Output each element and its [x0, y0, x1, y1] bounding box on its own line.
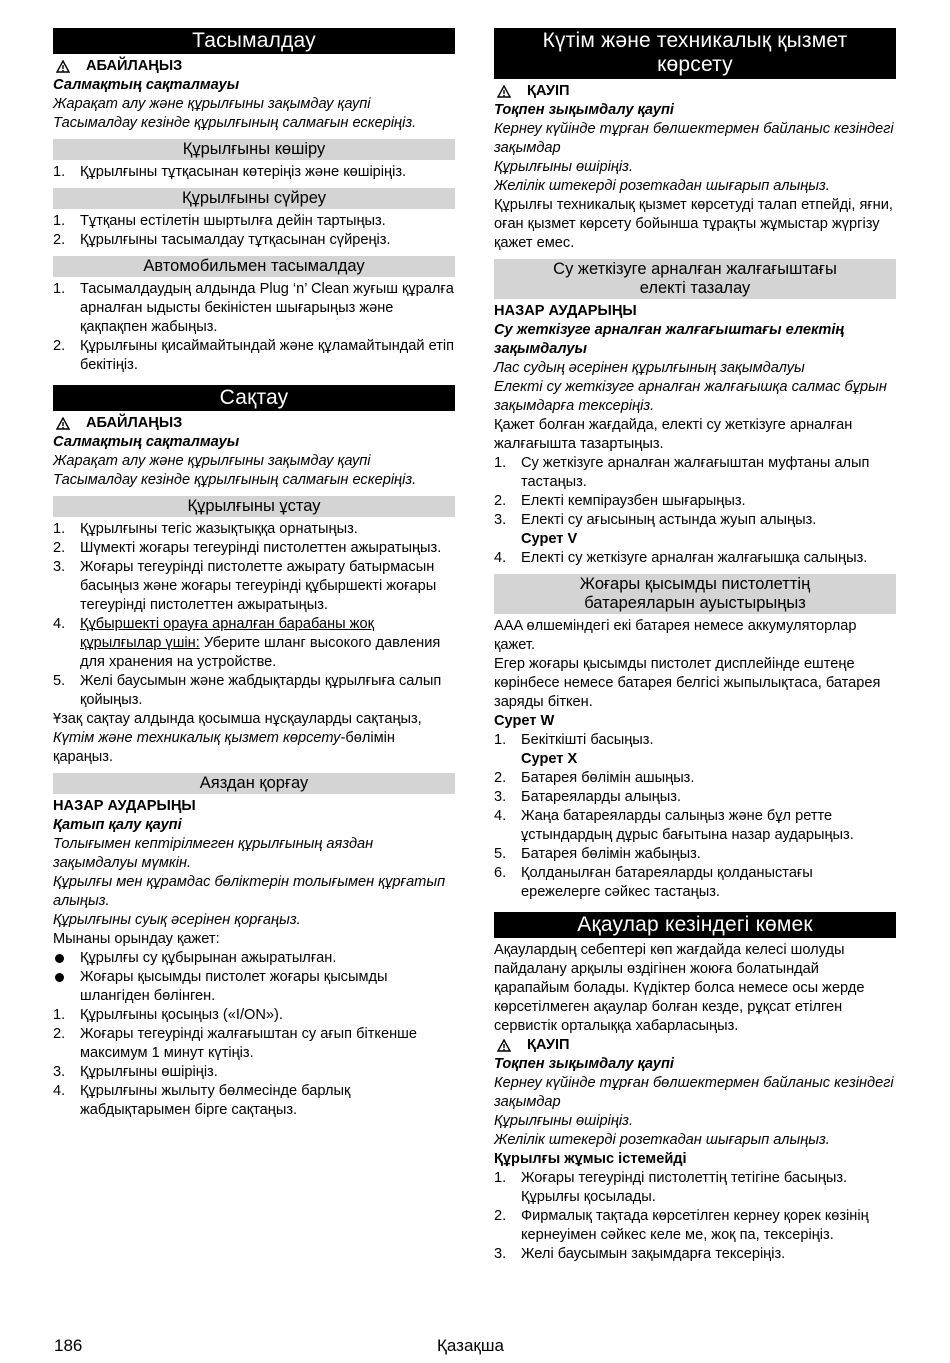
list-item: 1. Тұтқаны естілетін шыртылға дейін тартыңыз. — [53, 213, 386, 229]
warning-line: Тасымалдау кезінде құрылғының салмағын ескеріңіз. — [53, 472, 417, 488]
warning-header — [53, 57, 455, 76]
list-item: 1. Бекіткішті басыңыз. — [494, 732, 654, 748]
warning-triangle-icon — [497, 85, 511, 98]
list-item: 2. Електі кемпіраузбен шығарыңыз. — [494, 493, 746, 509]
fault-title: Құрылғы жұмыс істемейді — [494, 1151, 687, 1167]
figure-reference: Сурет X — [521, 751, 578, 767]
bullet-icon — [53, 949, 80, 968]
right-column — [494, 28, 896, 1264]
list-item: 4. Жаңа батареяларды салыңыз және бұл ретте ұстындардың дұрыс бағытына назар аударыңыз. — [494, 808, 854, 843]
bullet-item: Құрылғы су құбырынан ажыратылған. — [53, 949, 455, 968]
battery-text: Егер жоғары қысымды пистолет дисплейінде ештеңе көрінбесе немесе батарея белгісі жыпылықтаса, батарея заряды біткен. — [494, 656, 881, 710]
notice-line: Лас судың әсерінен құрылғының зақымдалуы — [494, 360, 805, 376]
subsection-title-car: Автомобильмен тасымалдау — [53, 256, 455, 277]
footer-language: Қазақша — [437, 1336, 504, 1355]
list-item: 2. Құрылғыны қисаймайтындай және құламайтындай етіп бекітіңіз. — [53, 338, 455, 373]
battery-text: AAA өлшеміндегі екі батарея немесе аккумуляторлар қажет. — [494, 618, 857, 653]
danger-line: Желілік штекерді розеткадан шығарып алыңыз. — [494, 1132, 830, 1148]
list-item: 2. Шүмекті жоғары тегеурінді пистолеттен ажыратыңыз. — [53, 540, 442, 556]
section-title-transport: Тасымалдау — [53, 28, 455, 54]
figure-reference: Сурет W — [494, 713, 555, 729]
list-item: 4. Құрылғыны жылыту бөлмесінде барлық жабдықтарымен бірге сақтаңыз. — [53, 1083, 351, 1118]
page-number: 186 — [54, 1336, 83, 1355]
list-item: 2. Батарея бөлімін ашыңыз. — [494, 770, 695, 786]
notice-line: Електі су жеткізуге арналған жалғағышқа салмас бұрын зақымдарға тексеріңіз. — [494, 379, 887, 414]
list-item: 1. Жоғары тегеурінді пистолеттің тетігіне басыңыз. Құрылғы қосылады. — [494, 1170, 848, 1205]
bullet-item: Жоғары қысымды пистолет жоғары қысымды шлангіден бөлінген. — [53, 968, 455, 1006]
notice-title: Су жеткізуге арналған жалғағыштағы електің зақымдалуы — [494, 322, 845, 357]
list-item: 5. Желі баусымын және жабдықтарды құрылғыға салып қойыңыз. — [53, 673, 442, 708]
list-item: 3. Желі баусымын зақымдарға тексеріңіз. — [494, 1246, 786, 1262]
subsection-title-battery: Жоғары қысымды пистолеттің батареяларын ауыстырыңыз — [494, 574, 896, 614]
list-item: 4. Құбыршекті орауға арналған барабаны жоқ құрылғылар үшін: Уберите шланг высокого давления для хранения на устройстве. — [53, 616, 441, 670]
list-item: 4. Електі су жеткізуге арналған жалғағышқа салыңыз. — [494, 550, 868, 566]
notice-title: Қатып қалу қаупі — [53, 817, 182, 833]
list-item: 1. Су жеткізуге арналған жалғағыштан муфтаны алып тастаңыз. — [494, 455, 870, 490]
danger-label: ҚАУІП — [527, 1037, 570, 1053]
notice-line: Құрылғыны суық әсерінен қорғаңыз. — [53, 912, 301, 928]
warning-triangle-icon — [56, 417, 70, 430]
list-item: 5. Батарея бөлімін жабыңыз. — [494, 846, 701, 862]
notice-line: Толығымен кептірілмеген құрылғының аяздан зақымдалуы мүмкін. — [53, 836, 374, 871]
figure-reference: Сурет V — [521, 531, 578, 547]
danger-header — [494, 82, 896, 101]
warning-header — [53, 414, 455, 433]
care-text: Құрылғы техникалық қызмет көрсетуді талап етпейді, яғни, оған қызмет көрсету бойынша тұрақты жұмыстар жүргізу қажет емес. — [494, 197, 893, 251]
danger-line: Құрылғыны өшіріңіз. — [494, 1113, 634, 1129]
list-item: 3. Електі су ағысының астында жуып алыңыз. — [494, 512, 817, 528]
list-item: 1. Құрылғыны тегіс жазықтыққа орнатыңыз. — [53, 521, 358, 537]
help-text: Ақаулардың себептері көп жағдайда келесі шолуды пайдалану арқылы өздігінен жоюға болатындай қарапайым болады. Күдіктер болса немесе осы жерде көрсетілмеген ақаулар болған кезде, рұқсат етілген сервистік орталыққа хабарласыңыз. — [494, 942, 865, 1034]
danger-line: Кернеу күйінде тұрған бөлшектермен байланыс кезіндегі зақымдар — [494, 121, 894, 156]
warning-line: Тасымалдау кезінде құрылғының салмағын ескеріңіз. — [53, 115, 417, 131]
subsection-title-move: Құрылғыны көшіру — [53, 139, 455, 160]
danger-line: Кернеу күйінде тұрған бөлшектермен байланыс кезіндегі зақымдар — [494, 1075, 894, 1110]
danger-title: Тоқпен зықымдалу қаупі — [494, 102, 674, 118]
section-title-storage: Сақтау — [53, 385, 455, 411]
danger-header — [494, 1036, 896, 1055]
subsection-title-pull: Құрылғыны сүйреу — [53, 188, 455, 209]
warning-label: АБАЙЛАҢЫЗ — [86, 58, 183, 74]
danger-line: Құрылғыны өшіріңіз. — [494, 159, 634, 175]
list-item: 3. Жоғары тегеурінді пистолетте ажырату батырмасын басыңыз және жоғары тегеурінді құбыршекті жоғары тегеурінді пистолеттен ажыратыңыз. — [53, 559, 437, 613]
notice-label: НАЗАР АУДАРЫҢЫ — [53, 798, 196, 814]
list-item: 1. Құрылғыны қосыңыз («I/ON»). — [53, 1007, 283, 1023]
warning-title: Салмақтың сақталмауы — [53, 434, 240, 450]
list-item: 6. Қолданылған батареяларды қолданыстағы ережелерге сәйкес тастаңыз. — [494, 865, 813, 900]
warning-title: Салмақтың сақталмауы — [53, 77, 240, 93]
list-item: 1. Тасымалдаудың алдында Plug ‘n’ Clean жуғыш құралға арналған ыдысты бекіністен шығарыңыз және қақпақпен жабыңыз. — [53, 281, 454, 335]
list-item: 3. Батареяларды алыңыз. — [494, 789, 682, 805]
warning-label: АБАЙЛАҢЫЗ — [86, 415, 183, 431]
list-item: 3. Құрылғыны өшіріңіз. — [53, 1064, 218, 1080]
list-item: 2. Құрылғыны тасымалдау тұтқасынан сүйреңіз. — [53, 232, 391, 248]
list-item: 2. Жоғары тегеурінді жалғағыштан су ағып біткенше максимум 1 минут күтіңіз. — [53, 1026, 417, 1061]
section-title-care: Күтім және техникалық қызмет көрсету — [494, 28, 896, 79]
list-item: 1. Құрылғыны тұтқасынан көтеріңіз және көшіріңіз. — [53, 164, 407, 180]
notice-label: НАЗАР АУДАРЫҢЫ — [494, 303, 637, 319]
subsection-title-frost: Аяздан қорғау — [53, 773, 455, 794]
warning-triangle-icon — [56, 60, 70, 73]
danger-line: Желілік штекерді розеткадан шығарып алыңыз. — [494, 178, 830, 194]
danger-label: ҚАУІП — [527, 83, 570, 99]
subsection-title-sieve: Су жеткізуге арналған жалғағыштағы електі тазалау — [494, 259, 896, 299]
sieve-text: Қажет болған жағдайда, електі су жеткізуге арналған жалғағышта тазартыңыз. — [494, 417, 853, 452]
notice-line: Құрылғы мен құрамдас бөліктерін толығымен құрғатып алыңыз. — [53, 874, 446, 909]
bullet-icon — [53, 968, 80, 1006]
storage-note: Ұзақ сақтау алдында қосымша нұсқауларды сақтаңыз, Күтім және техникалық қызмет көрсету-бөлімін қараңыз. — [53, 711, 422, 765]
left-column — [53, 28, 455, 1120]
section-title-help: Ақаулар кезіндегі көмек — [494, 912, 896, 938]
subsection-title-keep: Құрылғыны ұстау — [53, 496, 455, 517]
danger-title: Тоқпен зықымдалу қаупі — [494, 1056, 674, 1072]
frost-intro: Мынаны орындау қажет: — [53, 931, 220, 947]
warning-line: Жарақат алу және құрылғыны зақымдау қаупі — [53, 453, 371, 469]
list-item: 2. Фирмалық тақтада көрсетілген кернеу қорек көзінің кернеуімен сәйкес келе ме, жоқ па, тексеріңіз. — [494, 1208, 869, 1243]
warning-line: Жарақат алу және құрылғыны зақымдау қаупі — [53, 96, 371, 112]
warning-triangle-icon — [497, 1039, 511, 1052]
